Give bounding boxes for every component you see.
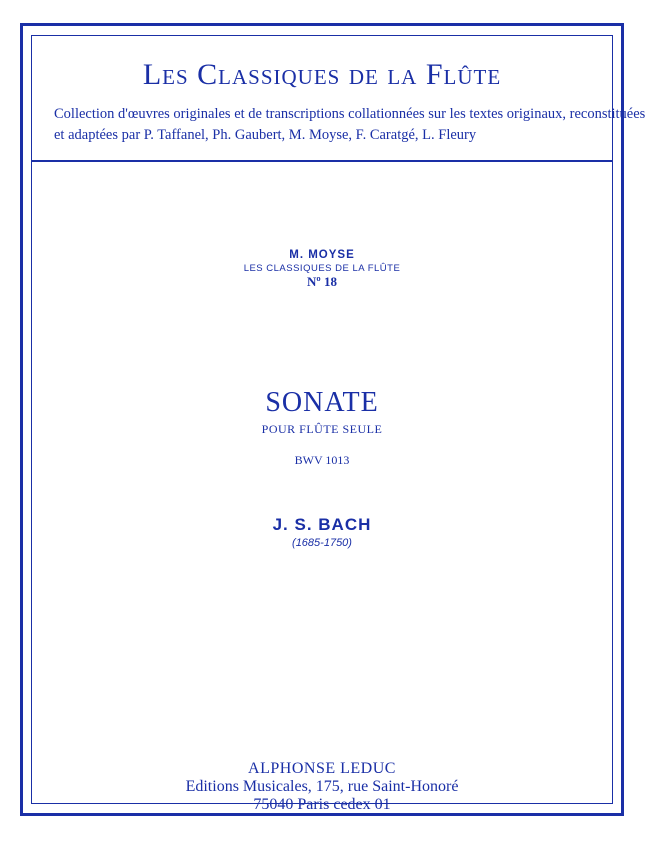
series-title: Les Classiques de la Flûte [142, 58, 502, 91]
work-subtitle: POUR FLÛTE SEULE [261, 422, 383, 436]
header-divider [31, 160, 613, 162]
series-subtitle-line-1: Collection d'œuvres originales et de transcriptions collationnées sur les textes originaux, reconstituées [54, 106, 646, 122]
catalogue-number: BWV 1013 [294, 453, 350, 467]
series-subtitle-line-2: et adaptées par P. Taffanel, Ph. Gaubert, M. Moyse, F. Caratgé, L. Fleury [54, 127, 477, 143]
editor-name: M. MOYSE [289, 249, 355, 261]
volume-number: Nº 18 [307, 274, 337, 289]
collection-label: LES CLASSIQUES DE LA FLÛTE [243, 263, 401, 274]
publisher-address: Editions Musicales, 175, rue Saint-Honoré [185, 778, 459, 795]
publisher-city: 75040 Paris cedex 01 [253, 796, 391, 813]
work-title: SONATE [265, 387, 379, 418]
composer-name: J. S. BACH [272, 515, 372, 534]
composer-dates: (1685-1750) [292, 537, 352, 549]
inner-border [31, 35, 646, 804]
publisher-name: ALPHONSE LEDUC [248, 760, 396, 777]
